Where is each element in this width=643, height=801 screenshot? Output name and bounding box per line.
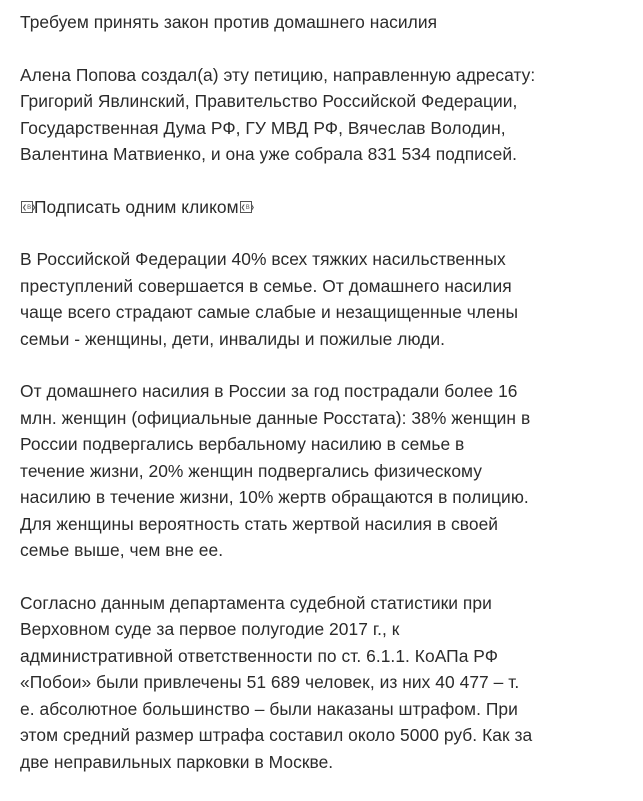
unknown-char-icon: ❮B❯ [21,201,33,213]
text-line: Для женщины вероятность стать жертвой насилия в своей [20,513,499,534]
meta-line: Григорий Явлинский, Правительство Российской Федерации, [20,91,518,111]
sign-one-click-link[interactable] [20,194,630,221]
petition-message [20,9,630,801]
meta-line: Валентина Матвиенко, и она уже собрала 831 534 подписей. [20,144,518,164]
text-line: семьи - женщины, дети, инвалиды и пожилые люди. [20,328,445,349]
text-line: Верховном суде за первое полугодие 2017 г., к [20,619,400,639]
petition-title: Требуем принять закон против домашнего насилия [20,12,438,32]
meta-line: Государственная Дума РФ, ГУ МВД РФ, Вячеслав Володин, [20,117,506,138]
text-line: этом средний размер штрафа составил около 5000 руб. Как за [20,725,533,745]
text-line: От домашнего насилия в России за год пострадали более 16 [20,381,518,401]
text-line: преступлений совершается в семье. От домашнего насилия [20,275,512,296]
petition-meta [20,62,630,168]
text-line: «Побои» были привлечены 51 689 человек, из них 40 477 – т. [20,672,520,692]
text-line: Согласно данным департамента судебной статистики при [20,592,492,613]
paragraph-2 [20,378,630,564]
text-line: млн. женщин (официальные данные Росстата): 38% женщин в [20,407,531,428]
text-line: насилию в течение жизни, 10% жертв обращаются в полицию. [20,487,529,507]
text-line: е. абсолютное большинство – были наказаны штрафом. При [20,698,518,719]
text-line: В Российской Федерации 40% всех тяжких насильственных [20,249,506,269]
sign-link-label[interactable]: Подписать одним кликом [34,196,239,217]
text-line: две неправильных парковки в Москве. [20,751,334,772]
meta-line: Алена Попова создал(а) эту петицию, направленную адресату: [20,64,536,85]
unknown-char-icon: ❮B❯ [240,201,252,213]
paragraph-1 [20,246,630,352]
text-line: чаще всего страдают самые слабые и незащищенные члены [20,302,519,322]
text-line: семье выше, чем вне ее. [20,540,224,560]
text-line: административной ответственности по ст. 6.1.1. КоАПа РФ [20,645,499,666]
paragraph-3 [20,590,630,776]
text-line: течение жизни, 20% женщин подвергались физическому [20,460,483,481]
text-line: России подвергались вербальному насилию в семье в [20,434,465,454]
